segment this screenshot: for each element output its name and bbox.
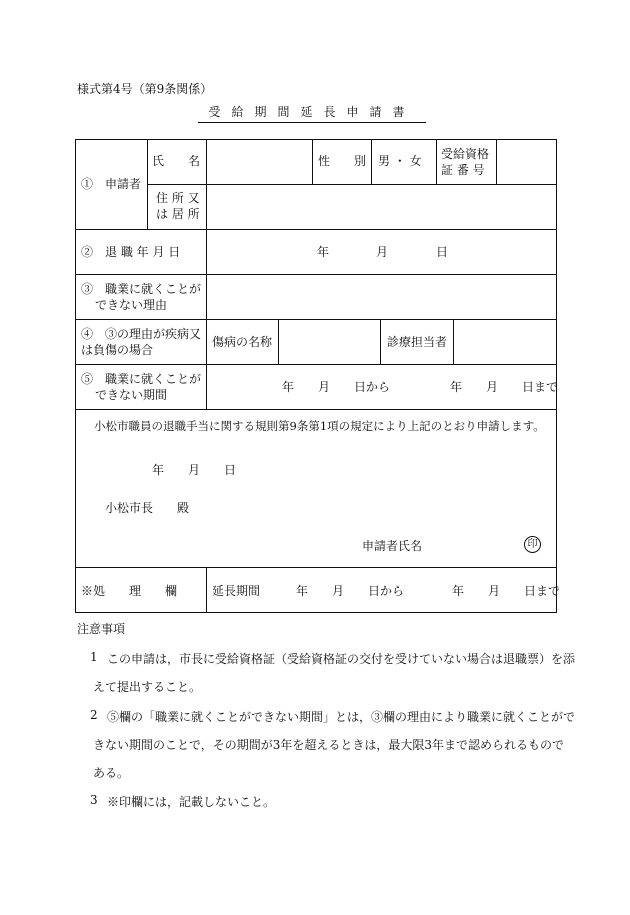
col-divider bbox=[278, 319, 279, 364]
note-number: 1 bbox=[90, 650, 98, 664]
notes-heading: 注意事項 bbox=[77, 622, 126, 636]
cert-number-label-line2: 証 番 号 bbox=[441, 163, 485, 177]
sex-options[interactable]: 男 ・ 女 bbox=[378, 154, 422, 168]
illness-label-line1: ④ ③の理由が疾病又 bbox=[81, 327, 202, 341]
col-divider bbox=[380, 319, 381, 364]
declaration-date[interactable]: 年 月 日 bbox=[152, 463, 237, 477]
col-divider bbox=[371, 139, 372, 184]
note-line: この申請は，市長に受給資格証（受給資格証の交付を受けていない場合は退職票）を添 bbox=[107, 652, 576, 666]
retirement-date-label: ② 退 職 年 月 日 bbox=[81, 245, 181, 259]
applicant-section-label: ① 申請者 bbox=[81, 177, 142, 191]
period-dates[interactable]: 年 月 日から 年 月 日まで bbox=[282, 380, 559, 394]
reason-field[interactable] bbox=[208, 277, 555, 317]
cert-number-field[interactable] bbox=[498, 142, 555, 182]
period-label-line2: できない期間 bbox=[95, 388, 168, 402]
name-label: 氏 名 bbox=[152, 154, 201, 168]
illness-name-field[interactable] bbox=[280, 322, 378, 362]
reason-label-line2: できない理由 bbox=[95, 298, 168, 312]
retirement-year[interactable]: 年 bbox=[317, 245, 330, 259]
sex-label: 性 別 bbox=[318, 154, 367, 168]
declaration-text: 小松市職員の退職手当に関する規則第9条第1項の規定により上記のとおり申請します。 bbox=[94, 419, 545, 433]
col-divider bbox=[206, 567, 207, 613]
col-divider bbox=[496, 139, 497, 184]
note-number: 2 bbox=[90, 708, 98, 722]
reason-label-line1: ③ 職業に就くことが bbox=[81, 282, 202, 296]
illness-name-label: 傷病の名称 bbox=[212, 335, 273, 349]
page-title: 受給期間延長申請書 bbox=[198, 103, 426, 123]
cert-number-label-line1: 受給資格 bbox=[441, 147, 490, 161]
name-field[interactable] bbox=[208, 143, 311, 183]
row-divider bbox=[75, 364, 557, 365]
note-line: ※印欄には，記載しないこと。 bbox=[107, 795, 276, 809]
col-divider bbox=[147, 139, 148, 229]
doctor-label: 診療担当者 bbox=[387, 335, 448, 349]
row-divider bbox=[75, 319, 557, 320]
row-divider bbox=[75, 567, 557, 568]
note-line: ある。 bbox=[93, 766, 130, 780]
retirement-month[interactable]: 月 bbox=[376, 245, 389, 259]
col-divider bbox=[453, 319, 454, 364]
row-divider bbox=[75, 229, 557, 230]
processing-label: ※処 理 欄 bbox=[81, 584, 178, 598]
note-line: ⑤欄の「職業に就くことができない期間」とは，③欄の理由により職業に就くことがで bbox=[107, 710, 576, 724]
address-label-line2: は 居 所 bbox=[156, 207, 200, 221]
col-divider bbox=[312, 139, 313, 184]
col-divider bbox=[206, 139, 207, 409]
extension-dates: 年 月 日から 年 月 日まで bbox=[296, 584, 561, 598]
note-line: きない期間のことで，その期間が3年を超えるときは，最大限3年まで認められるもので bbox=[93, 738, 565, 752]
addressee: 小松市長 殿 bbox=[105, 501, 190, 515]
form-label: 様式第4号（第9条関係） bbox=[77, 82, 213, 96]
address-label-line1: 住 所 又 bbox=[156, 191, 200, 205]
seal-mark: 印 bbox=[524, 536, 541, 553]
retirement-day[interactable]: 日 bbox=[436, 245, 449, 259]
illness-label-line2: は負傷の場合 bbox=[81, 343, 154, 357]
note-line: えて提出すること。 bbox=[93, 680, 202, 694]
row-divider bbox=[75, 274, 557, 275]
col-divider bbox=[436, 139, 437, 184]
address-field[interactable] bbox=[208, 187, 555, 227]
row-divider bbox=[75, 409, 557, 410]
doctor-field[interactable] bbox=[455, 322, 555, 362]
row-divider bbox=[147, 184, 557, 185]
extension-label: 延長期間 bbox=[212, 584, 261, 598]
note-number: 3 bbox=[90, 793, 98, 807]
period-label-line1: ⑤ 職業に就くことが bbox=[81, 372, 202, 386]
applicant-name-label: 申請者氏名 bbox=[362, 539, 423, 553]
